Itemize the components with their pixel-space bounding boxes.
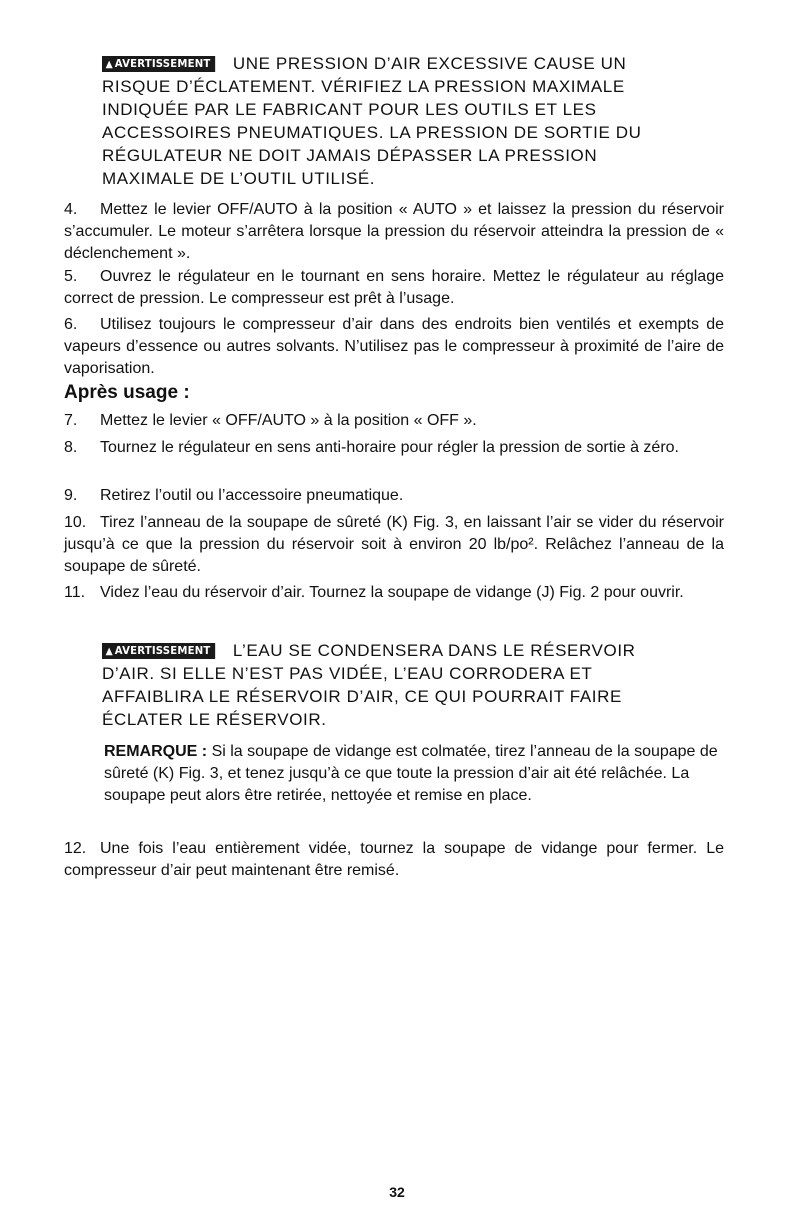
step-text: Utilisez toujours le compresseur d’air dans des endroits bien ventilés et exempts de vapeurs d’essence ou autres solvants. N’utilisez pas le compresseur à proximité de l’aire de vaporisation. bbox=[64, 316, 724, 377]
page-number: 32 bbox=[389, 1184, 405, 1200]
step-7 bbox=[64, 410, 724, 432]
step-number: 12. bbox=[64, 840, 87, 857]
step-10 bbox=[64, 512, 724, 578]
step-number: 4. bbox=[64, 201, 78, 218]
step-11 bbox=[64, 582, 724, 604]
step-6 bbox=[64, 314, 724, 380]
note-remarque bbox=[104, 741, 718, 807]
warning-text: L’EAU SE CONDENSERA DANS LE RÉSERVOIR D’AIR. SI ELLE N’EST PAS VIDÉE, L’EAU CORRODERA ET AFFAIBLIRA LE RÉSERVOIR D’AIR, CE QUI POURRAIT FAIRE ÉCLATER LE RÉSERVOIR. bbox=[102, 641, 636, 729]
warning-text: UNE PRESSION D’AIR EXCESSIVE CAUSE UN RISQUE D’ÉCLATEMENT. VÉRIFIEZ LA PRESSION MAXIMALE INDIQUÉE PAR LE FABRICANT POUR LES OUTILS ET LES ACCESSOIRES PNEUMATIQUES. LA PRESSION DE SORTIE DU RÉGULATEUR NE DOIT JAMAIS DÉPASSER LA PRESSION MAXIMALE DE L’OUTIL UTILISÉ. bbox=[102, 54, 642, 188]
step-4 bbox=[64, 199, 724, 265]
step-text: Mettez le levier OFF/AUTO à la position « AUTO » et laissez la pression du réservoir s’accumuler. Le moteur s’arrêtera lorsque la pression du réservoir atteindra la pression de « déclenchement ». bbox=[64, 201, 724, 262]
step-text: Ouvrez le régulateur en le tournant en sens horaire. Mettez le régulateur au réglage correct de pression. Le compresseur est prêt à l’usage. bbox=[64, 268, 724, 307]
step-9 bbox=[64, 485, 724, 507]
step-text: Mettez le levier « OFF/AUTO » à la position « OFF ». bbox=[100, 412, 477, 429]
step-number: 10. bbox=[64, 514, 87, 531]
warning-badge-label: AVERTISSEMENT bbox=[114, 57, 211, 70]
step-text: Videz l’eau du réservoir d’air. Tournez la soupape de vidange (J) Fig. 2 pour ouvrir. bbox=[100, 584, 684, 601]
step-5 bbox=[64, 266, 724, 310]
step-text: Tournez le régulateur en sens anti-horaire pour régler la pression de sortie à zéro. bbox=[100, 439, 679, 456]
step-text: Retirez l’outil ou l’accessoire pneumatique. bbox=[100, 487, 404, 504]
section-heading-after-use: Après usage : bbox=[64, 382, 190, 403]
warning-triangle-icon: ▲ bbox=[105, 646, 113, 657]
warning-excessive-pressure bbox=[102, 52, 692, 190]
warning-badge-label: AVERTISSEMENT bbox=[114, 644, 211, 657]
step-number: 5. bbox=[64, 268, 78, 285]
step-number: 6. bbox=[64, 316, 78, 333]
step-number: 11. bbox=[64, 584, 86, 601]
note-text: Si la soupape de vidange est colmatée, tirez l’anneau de la soupape de sûreté (K) Fig. 3, et tenez jusqu’à ce que toute la pression d’air ait été relâchée. La soupape peut alors être retirée, nettoyée et remise en place. bbox=[104, 743, 718, 804]
step-text: Tirez l’anneau de la soupape de sûreté (K) Fig. 3, en laissant l’air se vider du réservoir jusqu’à ce que la pression du réservoir soit à environ 20 lb/po². Relâchez l’anneau de la soupape de sûreté. bbox=[64, 514, 724, 575]
step-text: Une fois l’eau entièrement vidée, tournez la soupape de vidange pour fermer. Le compresseur d’air peut maintenant être remisé. bbox=[64, 840, 724, 879]
warning-badge bbox=[102, 56, 215, 72]
warning-badge bbox=[102, 643, 215, 659]
step-number: 9. bbox=[64, 487, 78, 504]
step-number: 8. bbox=[64, 439, 78, 456]
step-12 bbox=[64, 838, 724, 882]
step-8 bbox=[64, 437, 724, 459]
step-number: 7. bbox=[64, 412, 78, 429]
note-label: REMARQUE : bbox=[104, 743, 208, 760]
warning-triangle-icon: ▲ bbox=[105, 59, 113, 70]
warning-water-condensation bbox=[102, 639, 692, 731]
